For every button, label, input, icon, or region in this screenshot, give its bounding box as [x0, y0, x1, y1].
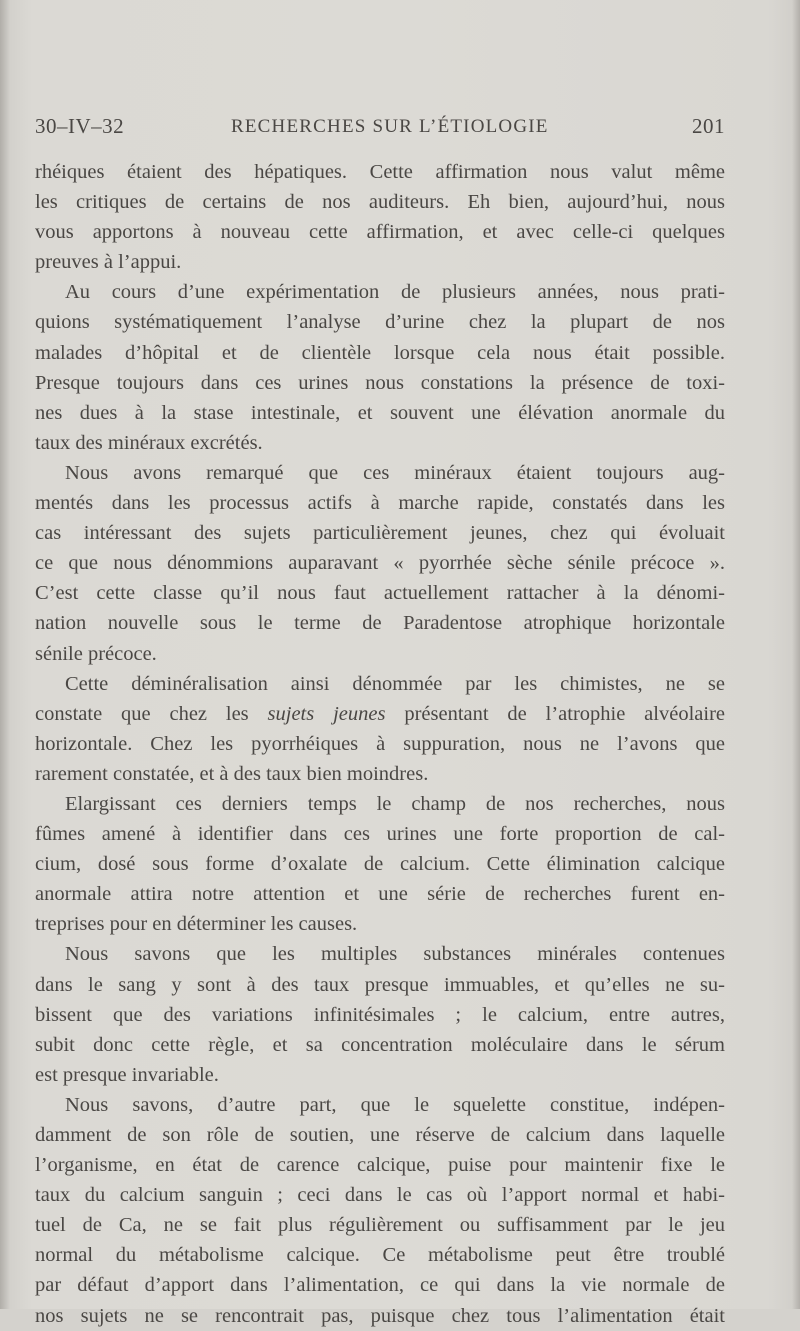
text-line: cium, dosé sous forme d’oxalate de calcium. Cette élimination calcique: [35, 853, 725, 876]
running-header: [35, 114, 725, 144]
text-line: sénile précoce.: [35, 642, 157, 665]
text-line: mentés dans les processus actifs à marche rapide, constatés dans les: [35, 492, 725, 515]
text-line: horizontale. Chez les pyorrhéiques à suppuration, nous ne l’avons que: [35, 732, 725, 755]
text-line: nos sujets ne se rencontrait pas, puisque chez tous l’alimentation était: [35, 1304, 725, 1327]
header-date: 30–IV–32: [35, 114, 125, 138]
emphasis: sujets jeunes: [267, 702, 386, 725]
text-line: taux du calcium sanguin ; ceci dans le cas où l’apport normal et habi-: [35, 1184, 725, 1207]
text-line: nation nouvelle sous le terme de Paradentose atrophique horizontale: [35, 612, 725, 635]
text-line: Nous savons, d’autre part, que le squelette constitue, indépen-: [65, 1093, 725, 1116]
body-text: [35, 157, 725, 1331]
text-line: nes dues à la stase intestinale, et souvent une élévation anormale du: [35, 401, 725, 424]
text-line: Nous savons que les multiples substances minérales contenues: [65, 943, 725, 966]
text-line: Cette déminéralisation ainsi dénommée par les chimistes, ne se: [65, 672, 725, 695]
text-line: vous apportons à nouveau cette affirmation, et avec celle-ci quelques: [35, 221, 725, 244]
text-line: les critiques de certains de nos auditeurs. Eh bien, aujourd’hui, nous: [35, 191, 725, 214]
text-line: l’organisme, en état de carence calcique, puise pour maintenir fixe le: [35, 1154, 725, 1177]
text-line: Presque toujours dans ces urines nous constations la présence de toxi-: [35, 371, 725, 394]
text-line: subit donc cette règle, et sa concentration moléculaire dans le sérum: [35, 1033, 725, 1056]
text-line: dans le sang y sont à des taux presque immuables, et qu’elles ne su-: [35, 973, 725, 996]
page-number: 201: [692, 114, 725, 138]
text-line: cas intéressant des sujets particulièrement jeunes, chez qui évoluait: [35, 522, 725, 545]
text-line: normal du métabolisme calcique. Ce métabolisme peut être troublé: [35, 1244, 725, 1267]
text-line: quions systématiquement l’analyse d’urine chez la plupart de nos: [35, 311, 725, 334]
text-line: rarement constatée, et à des taux bien moindres.: [35, 762, 429, 785]
text-line: damment de son rôle de soutien, une réserve de calcium dans laquelle: [35, 1124, 725, 1146]
text-line: rhéiques étaient des hépatiques. Cette affirmation nous valut même: [35, 161, 725, 183]
text-line: taux des minéraux excrétés.: [35, 431, 263, 454]
text-line: malades d’hôpital et de clientèle lorsque cela nous était possible.: [35, 341, 725, 364]
text-line: preuves à l’appui.: [35, 251, 182, 274]
text-line: par défaut d’apport dans l’alimentation, ce qui dans la vie normale de: [35, 1274, 725, 1297]
text-line: treprises pour en déterminer les causes.: [35, 913, 358, 936]
text-line: Nous avons remarqué que ces minéraux étaient toujours aug-: [65, 461, 725, 484]
text-line: constate que chez les sujets jeunes présentant de l’atrophie alvéolaire: [35, 702, 725, 725]
text-line: fûmes amené à identifier dans ces urines une forte proportion de cal-: [35, 823, 725, 846]
text-line: anormale attira notre attention et une série de recherches furent en-: [35, 883, 725, 906]
text-line: Au cours d’une expérimentation de plusieurs années, nous prati-: [65, 281, 725, 304]
text-line: ce que nous dénommions auparavant « pyorrhée sèche sénile précoce ».: [35, 552, 725, 575]
page-edge-shadow: [792, 0, 800, 1309]
text-line: est presque invariable.: [35, 1063, 219, 1086]
running-title: RECHERCHES SUR L’ÉTIOLOGIE: [231, 116, 549, 137]
gutter-shadow: [0, 0, 10, 1309]
text-line: tuel de Ca, ne se fait plus régulièrement ou suffisamment par le jeu: [35, 1214, 725, 1237]
text-line: C’est cette classe qu’il nous faut actuellement rattacher à la dénomi-: [35, 582, 725, 605]
text-line: Elargissant ces derniers temps le champ de nos recherches, nous: [65, 792, 725, 815]
text-line: bissent que des variations infinitésimales ; le calcium, entre autres,: [35, 1003, 725, 1026]
